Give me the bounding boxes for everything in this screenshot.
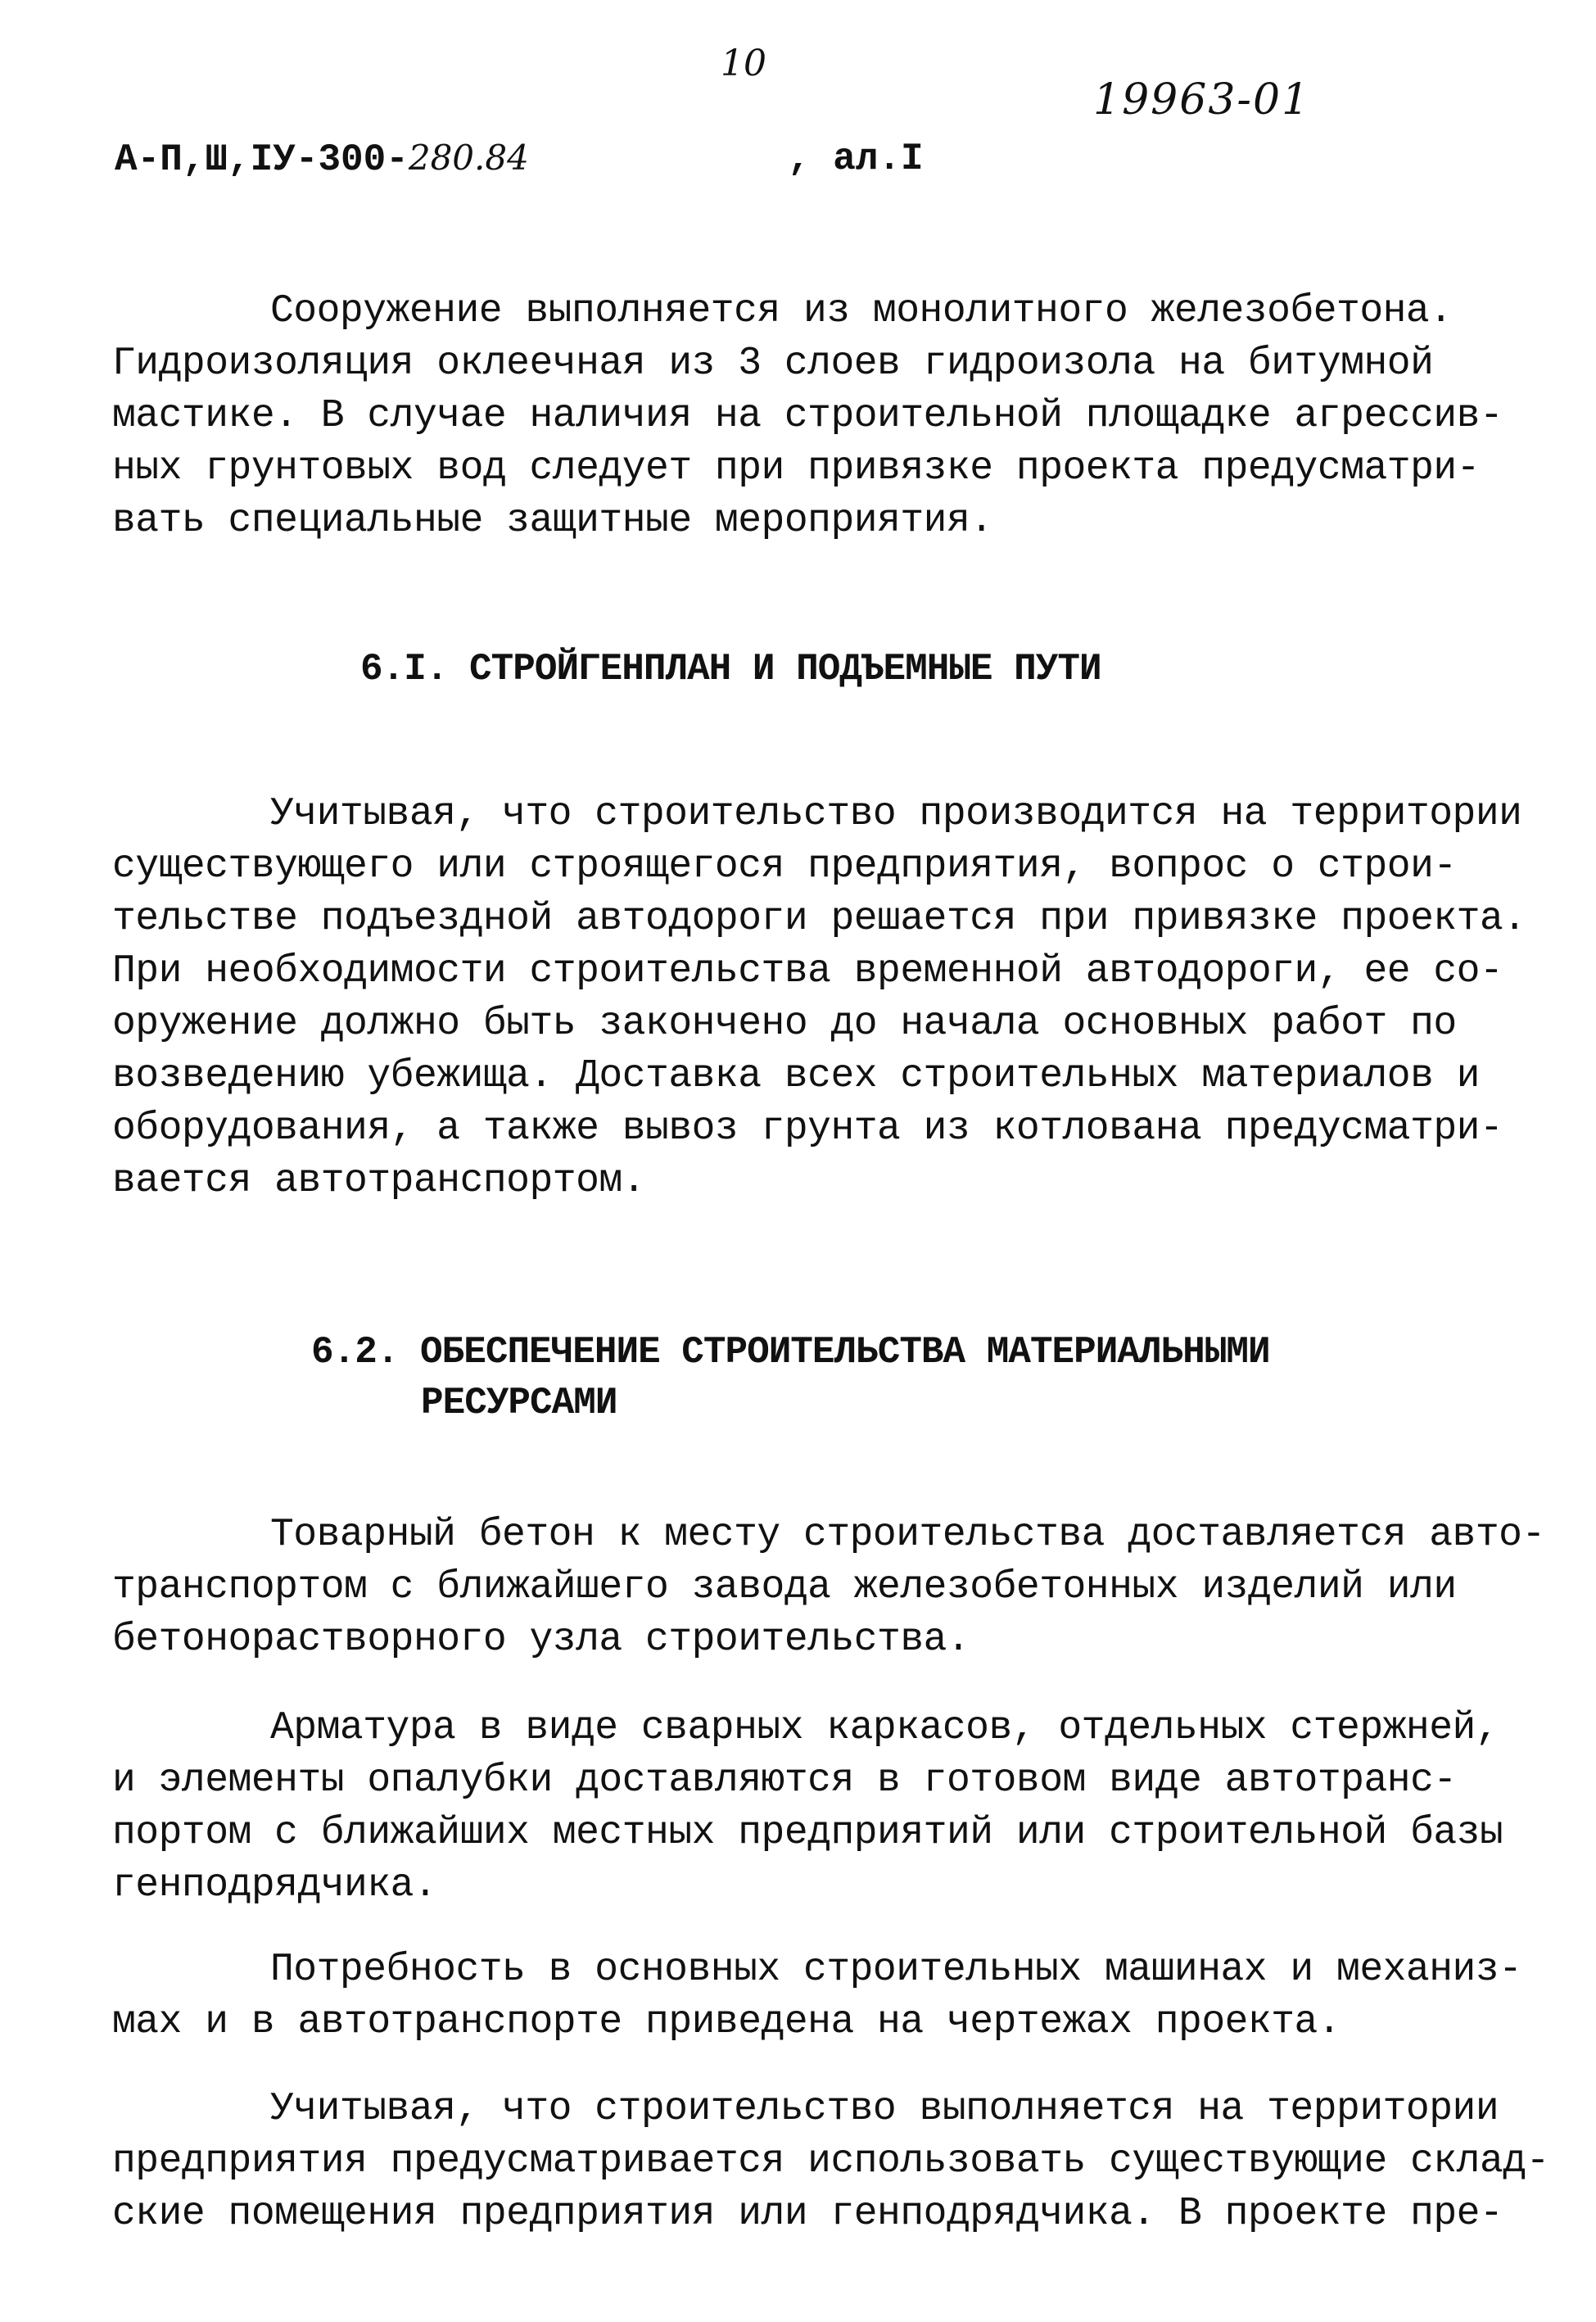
heading-text: 6.I. СТРОЙГЕНПЛАН И ПОДЪЕМНЫЕ ПУТИ [360,648,1101,690]
document-code-handwritten: 280.84 [408,138,529,178]
page-number: 10 [721,43,766,84]
text-line: Гидроизоляция оклеечная из 3 слоев гидроизола на битумной [112,342,1434,386]
text-line: предприятия предусматривается использовать существующие склад- [112,2139,1549,2184]
section-6-2-paragraph-3 [112,1944,1522,2048]
heading-text-line1: 6.2. ОБЕСПЕЧЕНИЕ СТРОИТЕЛЬСТВА МАТЕРИАЛЬНЫМИ [311,1331,1270,1374]
intro-paragraph [112,285,1512,547]
text-line: Потребность в основных строительных машинах и механиз- [270,1948,1522,1992]
section-6-2-paragraph-1 [112,1509,1545,1666]
text-line: мах и в автотранспорте приведена на чертежах проекта. [112,2000,1341,2044]
text-line: тельстве подъездной автодороги решается при привязке проекта. [112,897,1526,941]
text-line: При необходимости строительства временной автодороги, ее со- [112,949,1503,994]
text-line: возведению убежища. Доставка всех строительных материалов и [112,1054,1480,1098]
text-line: ские помещения предприятия или генподрядчика. В проекте пре- [112,2192,1503,2236]
text-line: генподрядчика. [112,1863,437,1908]
section-heading-6-2 [311,1327,1270,1428]
text-line: вать специальные защитные мероприятия. [112,499,993,543]
text-line: Арматура в виде сварных каркасов, отдельных стержней, [270,1706,1499,1750]
text-line: ных грунтовых вод следует при привязке проекта предусматри- [112,446,1480,491]
document-code-typed: А-П,Ш,IУ-300- [115,138,409,181]
text-line: транспортом с ближайшего завода железобетонных изделий или [112,1565,1457,1609]
section-6-2-paragraph-4 [112,2083,1549,2240]
text-line: Учитывая, что строительство выполняется на территории [270,2087,1499,2131]
text-line: Товарный бетон к месту строительства доставляется авто- [270,1513,1545,1557]
text-line: оружение должно быть закончено до начала основных работ по [112,1002,1457,1046]
text-line: существующего или строящегося предприятия, вопрос о строи- [112,844,1457,889]
text-line: портом с ближайших местных предприятий или строительной базы [112,1811,1503,1855]
section-6-1-paragraph [112,788,1526,1207]
text-line: Сооружение выполняется из монолитного железобетона. [270,289,1453,333]
text-line: оборудования, а также вывоз грунта из котлована предусматри- [112,1107,1503,1151]
text-line: вается автотранспортом. [112,1159,646,1203]
section-heading-6-1 [360,644,1101,695]
sheet-label: , ал.I [788,138,924,180]
section-6-2-paragraph-2 [112,1702,1512,1912]
text-line: Учитывая, что строительство производится на территории [270,792,1522,836]
text-line: бетонорастворного узла строительства. [112,1618,970,1662]
text-line: и элементы опалубки доставляются в готовом виде автотранс- [112,1758,1457,1803]
heading-text-line2: РЕСУРСАМИ [421,1382,617,1424]
registration-number: 19963-01 [1093,75,1311,124]
text-line: мастике. В случае наличия на строительной площадке агрессив- [112,394,1503,438]
document-code [115,138,529,181]
